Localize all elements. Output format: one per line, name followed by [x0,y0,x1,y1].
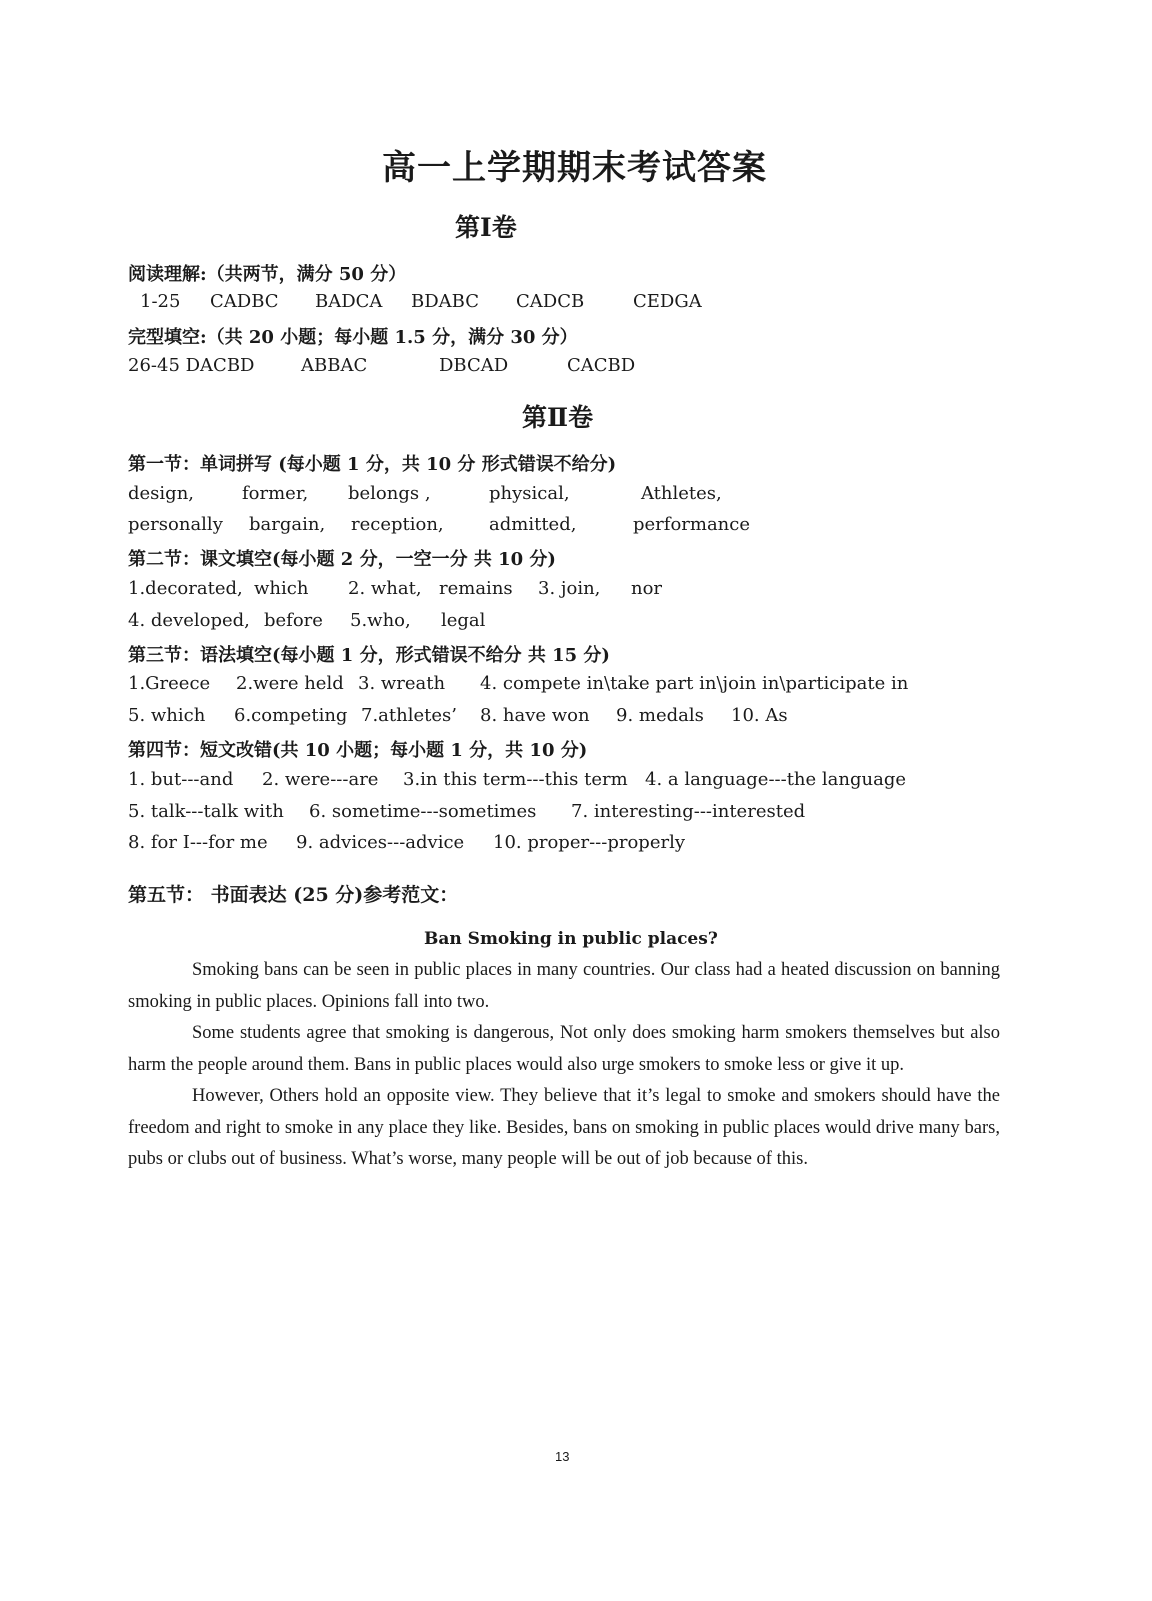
answer-item: 1.Greece [128,673,211,694]
essay-paragraph: Smoking bans can be seen in public places in many countries. Our class had a heated discussion on banning smoking in public places. Opinions fall into two. [128,960,1000,1012]
answer-item: performance [633,514,751,535]
section1-row1 [0,483,1152,509]
section3-row1 [0,673,1152,699]
answer-group: BDABC [411,291,479,312]
document-title: 高一上学期期末考试答案 [382,148,767,188]
section5-heading: 第五节： 书面表达 (25 分)参考范文： [128,884,459,906]
answer-item: personally [128,514,223,535]
answer-group: CADCB [516,291,585,312]
answer-item: 6. sometime---sometimes [309,801,537,822]
answer-group: CACBD [567,355,636,376]
section4-row2 [0,801,1152,827]
answer-item: which [254,578,309,599]
answer-item: 10. proper---properly [493,832,686,853]
answer-group: CADBC [210,291,279,312]
cloze-heading: 完型填空:（共 20 小题；每小题 1.5 分，满分 30 分） [128,327,578,348]
answer-item: 7.athletes’ [361,705,457,726]
answer-group: DBCAD [439,355,509,376]
answer-item: remains [439,578,513,599]
section4-row3 [0,832,1152,858]
answer-item: 5. talk---talk with [128,801,284,822]
answer-item: belongs , [348,483,431,504]
answer-item: 8. for I---for me [128,832,268,853]
answer-item: 7. interesting---interested [571,801,806,822]
answer-item: 9. medals [616,705,704,726]
volume-two-heading: 第Ⅱ卷 [522,403,594,432]
answer-item: 6.competing [234,705,348,726]
answer-item: 5.who, [350,610,411,631]
section2-row1 [0,578,1152,604]
answer-item: 5. which [128,705,206,726]
cloze-answers [0,355,1152,381]
answer-item: 2. what, [348,578,422,599]
section3-heading: 第三节：语法填空(每小题 1 分，形式错误不给分 共 15 分) [128,645,610,666]
reading-answers [0,291,1152,317]
answer-item: physical, [489,483,570,504]
section4-heading: 第四节：短文改错(共 10 小题；每小题 1 分，共 10 分) [128,740,588,761]
page-number: 13 [555,1449,570,1464]
answer-item: bargain, [249,514,326,535]
essay-title: Ban Smoking in public places? [424,929,718,949]
answer-item: Athletes, [641,483,722,504]
section1-row2 [0,514,1152,540]
answer-item: 4. a language---the language [645,769,906,790]
section3-row2 [0,705,1152,731]
answer-group: ABBAC [301,355,368,376]
answer-item: before [264,610,323,631]
answer-group: BADCA [315,291,383,312]
answer-group: CEDGA [633,291,702,312]
answer-range: 1-25 [140,291,181,312]
answer-item: reception, [351,514,444,535]
answer-item: legal [441,610,486,631]
answer-item: 3. join, [538,578,601,599]
section2-heading: 第二节：课文填空(每小题 2 分，一空一分 共 10 分) [128,549,556,570]
answer-item: 3.in this term---this term [403,769,628,790]
answer-item: 3. wreath [358,673,446,694]
section4-row1 [0,769,1152,795]
section1-heading: 第一节：单词拼写 (每小题 1 分，共 10 分 形式错误不给分) [128,454,617,475]
answer-item: 4. compete in\take part in\join in\participate in [480,673,909,694]
answer-item: 2. were---are [262,769,379,790]
volume-one-heading: 第Ⅰ卷 [455,213,517,242]
essay-body [128,955,1000,1176]
answer-item: nor [631,578,663,599]
answer-item: 1. but---and [128,769,234,790]
essay-paragraph: Some students agree that smoking is dangerous, Not only does smoking harm smokers themselves but also harm the people around them. Bans in public places would also urge smokers to smoke less or give it up. [128,1023,1000,1075]
answer-item: 10. As [731,705,788,726]
answer-item: design, [128,483,195,504]
answer-item: 1.decorated, [128,578,243,599]
answer-item: 4. developed, [128,610,250,631]
answer-group: 26-45 DACBD [128,355,255,376]
answer-item: 8. have won [480,705,590,726]
reading-heading: 阅读理解:（共两节，满分 50 分） [128,264,407,285]
answer-item: 9. advices---advice [296,832,465,853]
section2-row2 [0,610,1152,636]
essay-paragraph: However, Others hold an opposite view. They believe that it’s legal to smoke and smokers should have the freedom and right to smoke in any place they like. Besides, bans on smoking in public places would drive many bars, pubs or clubs out of business. What’s worse, many people will be out of job because of this. [128,1086,1000,1169]
answer-item: former, [242,483,309,504]
answer-item: 2.were held [236,673,344,694]
answer-item: admitted, [489,514,577,535]
